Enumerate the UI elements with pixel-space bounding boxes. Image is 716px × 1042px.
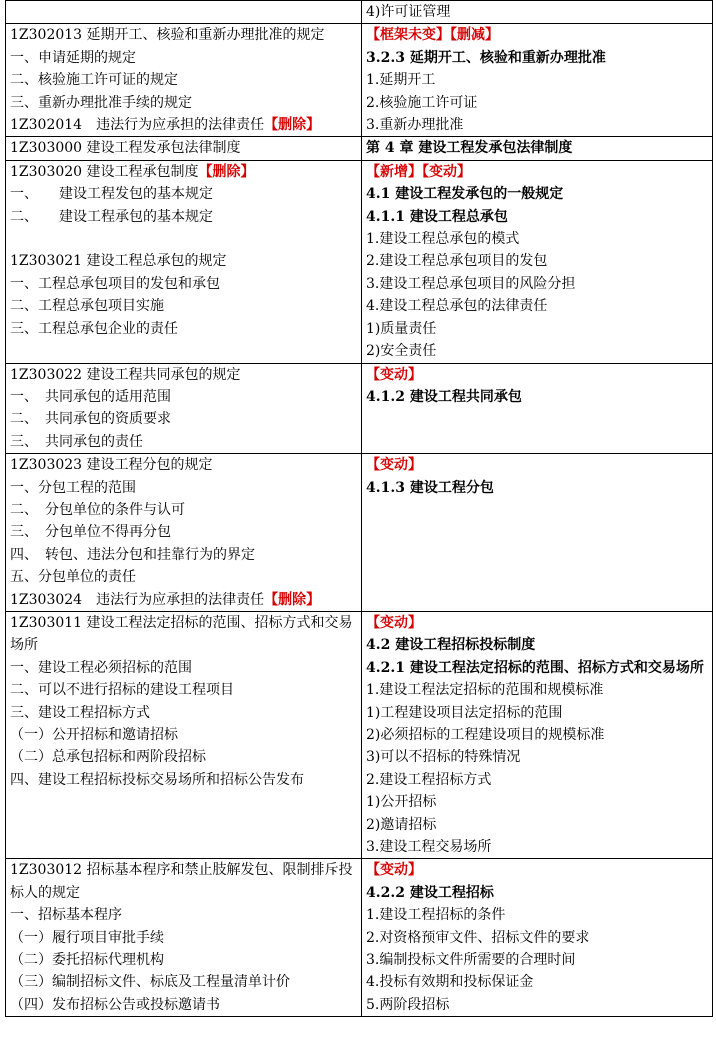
- text-line: [10, 949, 357, 971]
- old-edition-cell: [6, 1, 362, 24]
- text-line: [10, 477, 357, 499]
- text-line: [366, 206, 708, 228]
- table-row: [6, 1, 713, 24]
- old-edition-cell: [6, 611, 362, 858]
- table-row: [6, 859, 713, 1017]
- text-line: [366, 904, 708, 926]
- line-text: 1)工程建设项目法定招标的范围: [366, 704, 563, 721]
- line-text: 1Z303022 建设工程共同承包的规定: [10, 366, 241, 383]
- text-line: [366, 137, 708, 159]
- line-text: 4.1.2 建设工程共同承包: [366, 388, 522, 405]
- text-line: [366, 724, 708, 746]
- old-edition-cell: [6, 24, 362, 137]
- line-text: 四、建设工程招标投标交易场所和招标公告发布: [10, 771, 304, 788]
- line-text: 二、核验施工许可证的规定: [10, 72, 178, 89]
- text-line: [10, 408, 357, 430]
- table-row: [6, 24, 713, 137]
- line-text: 3.2.3 延期开工、核验和重新办理批准: [366, 49, 606, 66]
- line-text: 二、可以不进行招标的建设工程项目: [10, 682, 234, 699]
- line-text: 二、工程总承包项目实施: [10, 298, 164, 315]
- text-line: [366, 634, 708, 656]
- line-text: 1.建设工程法定招标的范围和规模标准: [366, 682, 604, 699]
- text-line: [366, 250, 708, 272]
- line-text: 一、申请延期的规定: [10, 49, 136, 66]
- text-line: [366, 24, 708, 46]
- line-text: （三）编制招标文件、标底及工程量清单计价: [10, 974, 290, 991]
- new-edition-cell: [362, 859, 713, 1017]
- new-edition-cell: [362, 137, 713, 160]
- change-tag: 【变动】: [366, 366, 422, 383]
- text-line: [366, 454, 708, 476]
- text-line: [366, 949, 708, 971]
- line-text: 二、 共同承包的资质要求: [10, 411, 171, 428]
- new-edition-cell: [362, 363, 713, 454]
- old-edition-cell: [6, 454, 362, 612]
- text-line: [366, 273, 708, 295]
- line-text: 4.1.3 建设工程分包: [366, 479, 494, 496]
- line-text: 4.建设工程总承包的法律责任: [366, 298, 548, 315]
- line-text: 4.2.2 建设工程招标: [366, 884, 494, 901]
- comparison-table: [5, 0, 713, 1017]
- text-line: [366, 1, 708, 23]
- line-text: 二、 建设工程承包的基本规定: [10, 208, 213, 225]
- text-line: [366, 836, 708, 858]
- line-text: 5.两阶段招标: [366, 996, 450, 1013]
- text-line: [366, 340, 708, 362]
- text-line: [10, 566, 357, 588]
- line-text: 4.1.1 建设工程总承包: [366, 208, 508, 225]
- text-line: [10, 454, 357, 476]
- text-line: [366, 612, 708, 634]
- text-line: [10, 544, 357, 566]
- line-text: 4)许可证管理: [366, 4, 451, 20]
- line-text: 一、工程总承包项目的发包和承包: [10, 275, 220, 292]
- text-line: [10, 47, 357, 69]
- text-line: [366, 295, 708, 317]
- text-line: [366, 183, 708, 205]
- text-line: [10, 364, 357, 386]
- line-text: （一）公开招标和邀请招标: [10, 727, 178, 743]
- line-text: 3.建设工程交易场所: [366, 839, 492, 856]
- line-text: 4.投标有效期和投标保证金: [366, 974, 534, 991]
- text-line: [10, 273, 357, 295]
- line-text: 1Z303012 招标基本程序和禁止肢解发包、限制排斥投标人的规定: [10, 862, 353, 901]
- line-text: 一、 建设工程发包的基本规定: [10, 186, 213, 203]
- old-edition-cell: [6, 160, 362, 363]
- text-line: [366, 971, 708, 993]
- line-text: 二、 分包单位的条件与认可: [10, 501, 185, 518]
- text-line: [366, 47, 708, 69]
- line-text: 2)邀请招标: [366, 816, 437, 833]
- text-line: [366, 228, 708, 250]
- line-text: 四、 转包、违法分包和挂靠行为的界定: [10, 546, 255, 563]
- new-edition-cell: [362, 454, 713, 612]
- text-line: [10, 206, 357, 228]
- line-text: 1)公开招标: [366, 794, 437, 811]
- line-text: 1.建设工程总承包的模式: [366, 231, 520, 248]
- table-row: [6, 137, 713, 160]
- text-line: [10, 386, 357, 408]
- text-line: [10, 431, 357, 453]
- line-text: （二）委托招标代理机构: [10, 952, 164, 969]
- text-line: [10, 318, 357, 340]
- text-line: [10, 612, 357, 657]
- change-tag: 【变动】: [366, 457, 422, 474]
- line-text: 3.建设工程总承包项目的风险分担: [366, 275, 576, 292]
- text-line: [10, 499, 357, 521]
- line-text: 三、 分包单位不得再分包: [10, 524, 171, 541]
- table-row: [6, 611, 713, 858]
- line-text: 1Z303000 建设工程发承包法律制度: [10, 140, 241, 157]
- line-text: 一、建设工程必须招标的范围: [10, 659, 192, 676]
- line-text: 一、 共同承包的适用范围: [10, 388, 171, 405]
- line-text: （四）发布招标公告或投标邀请书: [10, 996, 220, 1013]
- text-line: [366, 364, 708, 386]
- text-line: [10, 769, 357, 791]
- change-tag: 【框架未变】【删减】: [366, 27, 499, 44]
- table-row: [6, 160, 713, 363]
- change-tag: 【变动】: [366, 862, 422, 879]
- old-edition-cell: [6, 363, 362, 454]
- line-text: 3.编制投标文件所需要的合理时间: [366, 952, 576, 969]
- line-text: （二）总承包招标和两阶段招标: [10, 749, 206, 766]
- text-line: [366, 161, 708, 183]
- text-line: [10, 994, 357, 1016]
- text-line: [366, 657, 708, 679]
- line-text: 三、 共同承包的责任: [10, 433, 143, 450]
- line-text: 1.建设工程招标的条件: [366, 907, 506, 924]
- line-text: [10, 231, 14, 247]
- text-line: [10, 904, 357, 926]
- text-line: [10, 521, 357, 543]
- text-line: [366, 114, 708, 136]
- line-text: 4.2.1 建设工程法定招标的范围、招标方式和交易场所: [366, 659, 704, 676]
- line-text: 1)质量责任: [366, 320, 437, 337]
- text-line: [10, 971, 357, 993]
- text-line: [366, 477, 708, 499]
- line-text: 一、招标基本程序: [10, 907, 122, 924]
- text-line: [366, 791, 708, 813]
- line-text: （一）履行项目审批手续: [10, 929, 164, 946]
- line-text: 1Z303021 建设工程总承包的规定: [10, 253, 227, 270]
- line-text: 3)可以不招标的特殊情况: [366, 749, 521, 766]
- text-line: [10, 295, 357, 317]
- change-tag: 【变动】: [366, 614, 422, 631]
- line-text: 1.延期开工: [366, 72, 436, 89]
- change-tag: 【删除】: [198, 163, 255, 180]
- line-text: 1Z302013 延期开工、核验和重新办理批准的规定: [10, 27, 325, 44]
- change-tag: 【新增】【变动】: [366, 163, 471, 180]
- text-line: [366, 69, 708, 91]
- line-text: 2.核验施工许可证: [366, 94, 478, 111]
- line-text: 3.重新办理批准: [366, 117, 464, 134]
- text-line: [366, 927, 708, 949]
- table-body: [6, 1, 713, 1017]
- text-line: [366, 746, 708, 768]
- text-line: [10, 724, 357, 746]
- text-line: [366, 679, 708, 701]
- line-text: 1Z303020 建设工程承包制度: [10, 163, 199, 180]
- text-line: [10, 24, 357, 46]
- text-line: [10, 114, 357, 136]
- new-edition-cell: [362, 24, 713, 137]
- line-text: 1Z303024 违法行为应承担的法律责任: [10, 591, 265, 608]
- text-line: [10, 702, 357, 724]
- text-line: [366, 814, 708, 836]
- line-text: 五、分包单位的责任: [10, 569, 136, 586]
- text-line: [366, 318, 708, 340]
- line-text: 三、工程总承包企业的责任: [10, 320, 178, 337]
- table-row: [6, 363, 713, 454]
- line-text: 4.1 建设工程发承包的一般规定: [366, 186, 564, 203]
- line-text: 第 4 章 建设工程发承包法律制度: [366, 140, 573, 157]
- text-line: [10, 679, 357, 701]
- text-line: [366, 769, 708, 791]
- new-edition-cell: [362, 1, 713, 24]
- line-text: 1Z303023 建设工程分包的规定: [10, 457, 213, 474]
- text-line: [10, 746, 357, 768]
- change-tag: 【删除】: [264, 591, 321, 608]
- text-line: [10, 657, 357, 679]
- text-line: [366, 859, 708, 881]
- line-text: 三、建设工程招标方式: [10, 704, 150, 721]
- text-line: [366, 702, 708, 724]
- line-text: 2)必须招标的工程建设项目的规模标准: [366, 727, 605, 743]
- table-row: [6, 454, 713, 612]
- change-tag: 【删除】: [264, 117, 321, 134]
- line-text: 2.建设工程总承包项目的发包: [366, 253, 548, 270]
- line-text: 4.2 建设工程招标投标制度: [366, 637, 536, 654]
- line-text: 2.建设工程招标方式: [366, 771, 492, 788]
- text-line: [366, 882, 708, 904]
- line-text: 三、重新办理批准手续的规定: [10, 94, 192, 111]
- text-line: [10, 92, 357, 114]
- text-line: [10, 228, 357, 250]
- text-line: [10, 927, 357, 949]
- text-line: [10, 183, 357, 205]
- line-text: 一、分包工程的范围: [10, 479, 136, 496]
- line-text: 1Z302014 违法行为应承担的法律责任: [10, 117, 265, 134]
- old-edition-cell: [6, 137, 362, 160]
- text-line: [366, 994, 708, 1016]
- text-line: [10, 589, 357, 611]
- text-line: [10, 137, 357, 159]
- text-line: [10, 161, 357, 183]
- line-text: 2.对资格预审文件、招标文件的要求: [366, 929, 590, 946]
- line-text: 2)安全责任: [366, 343, 437, 360]
- new-edition-cell: [362, 611, 713, 858]
- text-line: [10, 859, 357, 904]
- text-line: [366, 92, 708, 114]
- text-line: [10, 250, 357, 272]
- new-edition-cell: [362, 160, 713, 363]
- old-edition-cell: [6, 859, 362, 1017]
- text-line: [10, 69, 357, 91]
- line-text: 1Z303011 建设工程法定招标的范围、招标方式和交易场所: [10, 614, 353, 654]
- text-line: [366, 386, 708, 408]
